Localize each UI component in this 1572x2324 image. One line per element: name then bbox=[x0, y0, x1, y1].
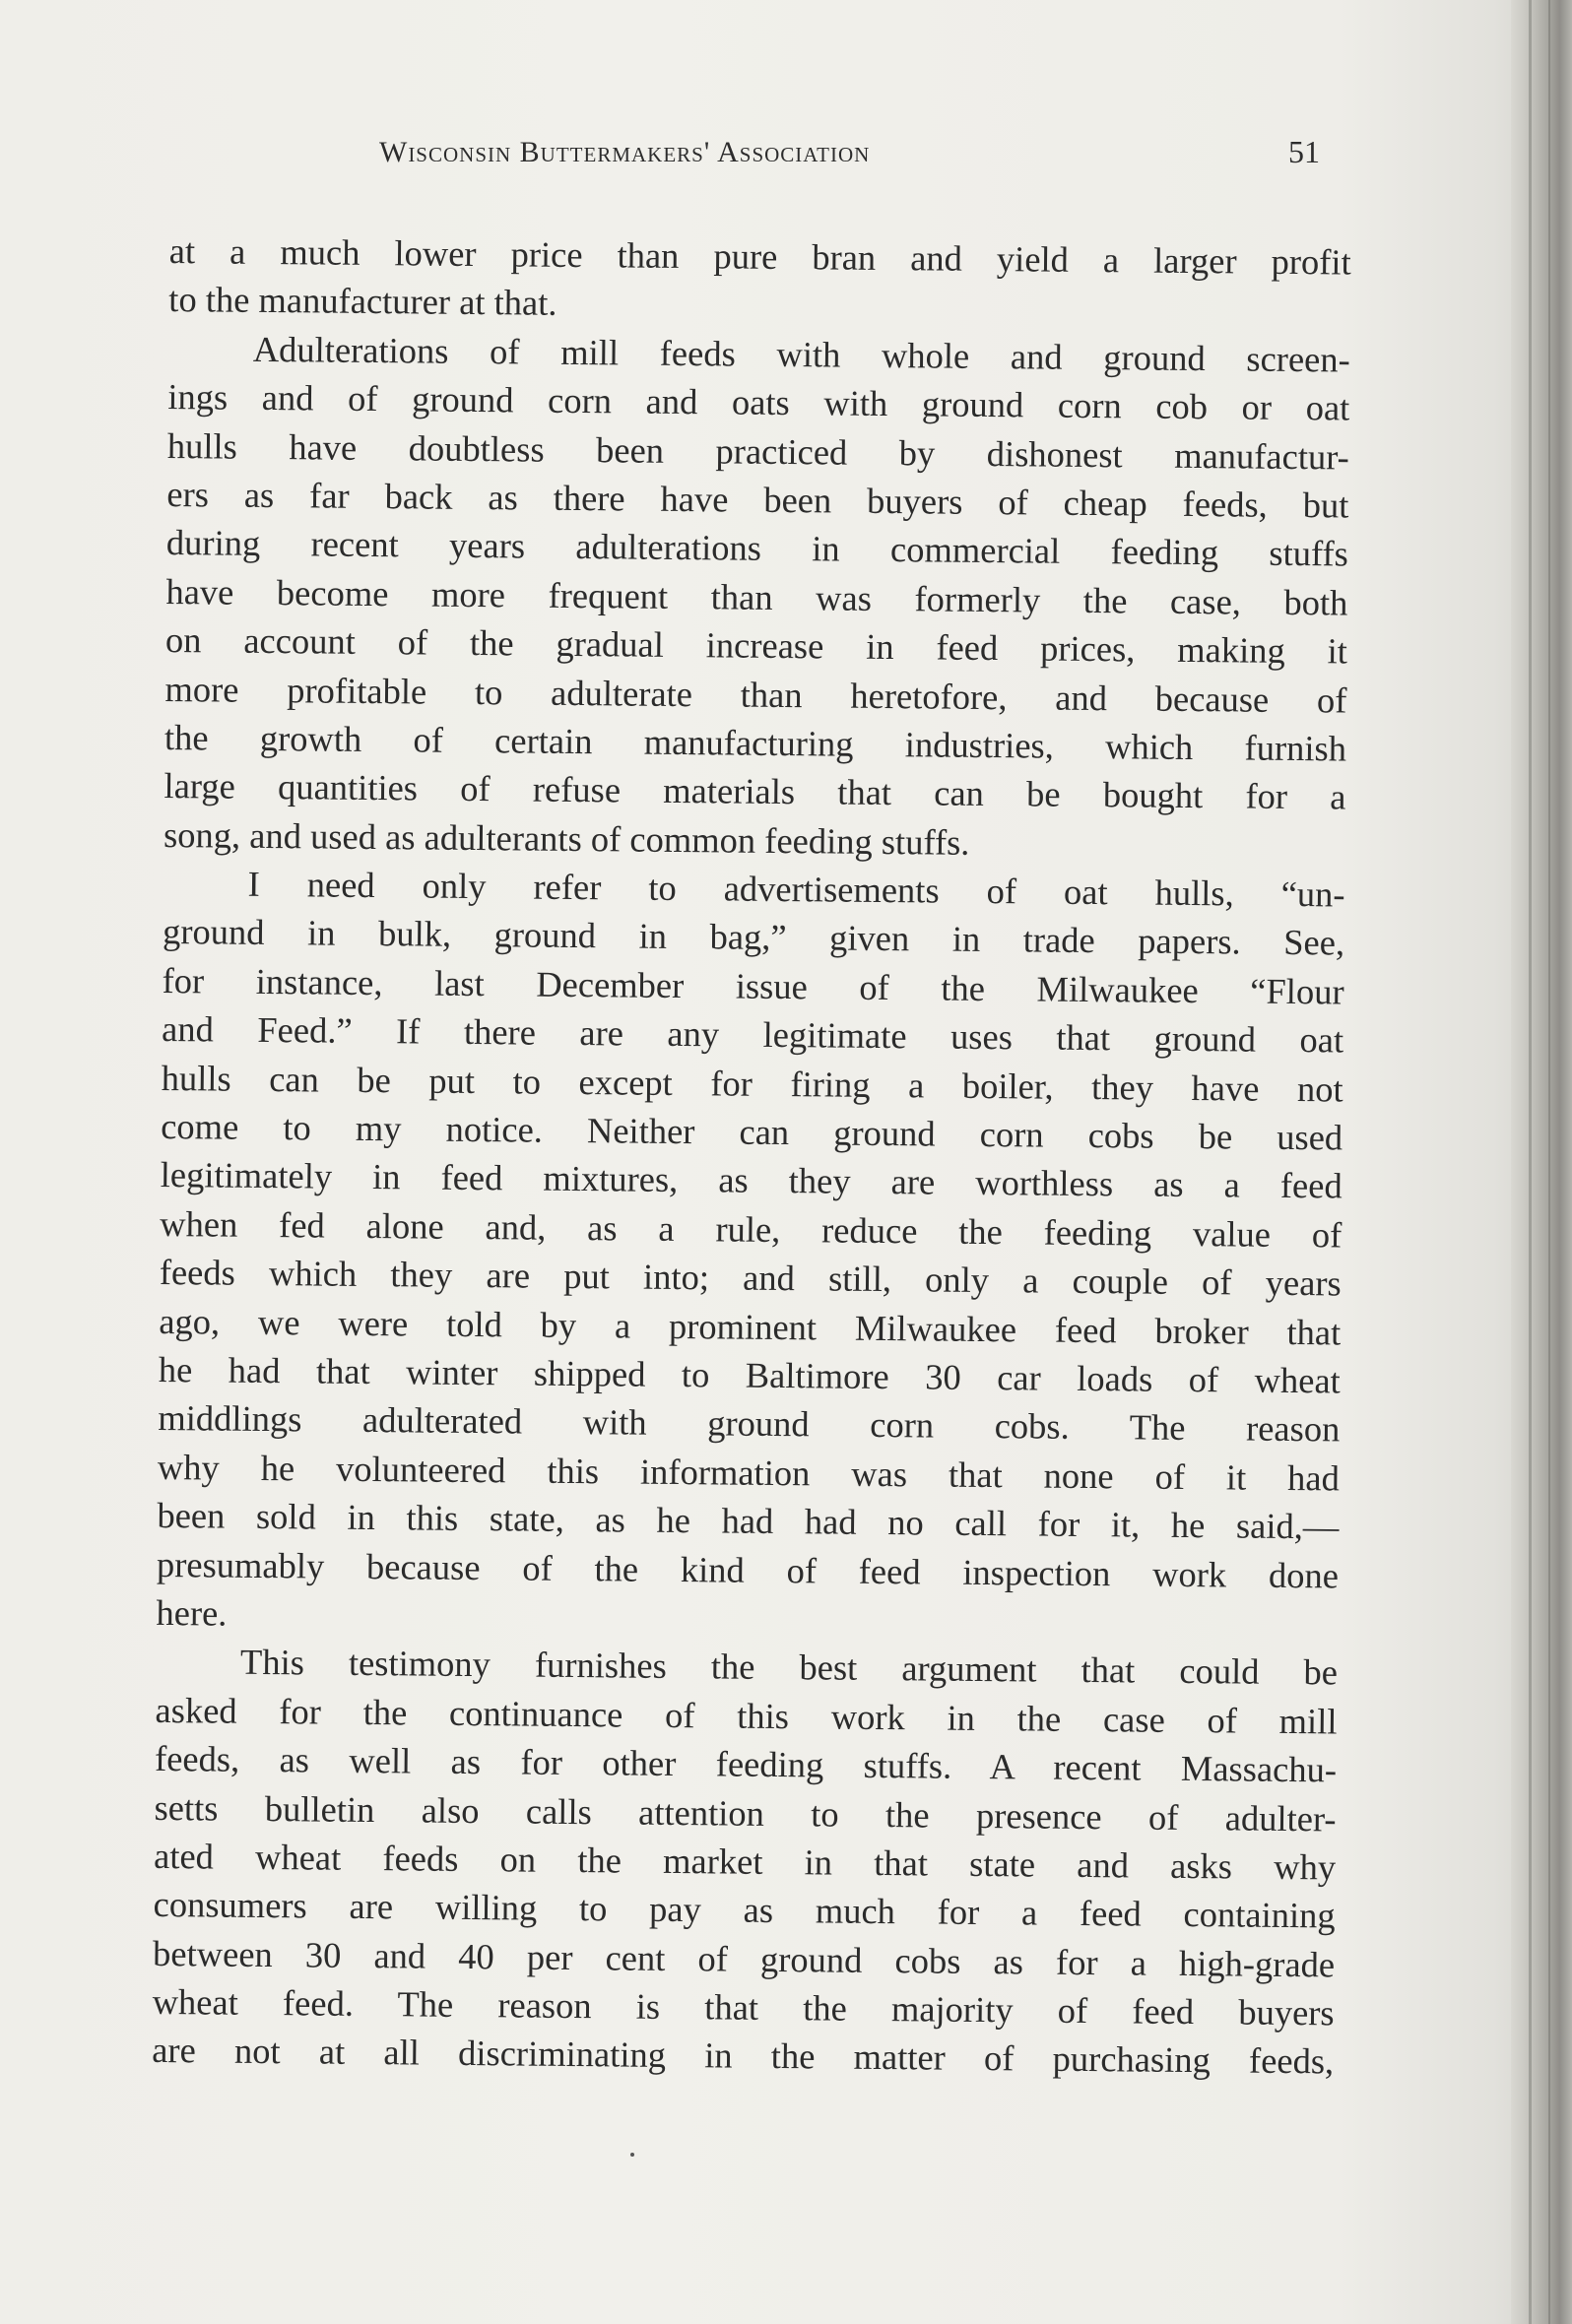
text-line: why he volunteered this information was that none of it had bbox=[157, 1446, 1341, 1499]
text-line: setts bulletin also calls attention to the presence of adulter- bbox=[154, 1786, 1337, 1839]
text-line: ground in bulk, ground in bag,” given in trade papers. See, bbox=[162, 911, 1345, 963]
text-line: wheat feed. The reason is that the majority of feed buyers bbox=[152, 1980, 1335, 2034]
text-line: ers as far back as there have been buyers of cheap feeds, but bbox=[166, 473, 1349, 526]
text-line: on account of the gradual increase in feed prices, making it bbox=[164, 619, 1348, 672]
text-line: large quantities of refuse materials that can be bought for a bbox=[164, 765, 1346, 817]
text-line: have become more frequent than was formerly the case, both bbox=[165, 570, 1348, 623]
text-line: feeds which they are put into; and still, only a couple of years bbox=[159, 1252, 1342, 1304]
text-line: when fed alone and, as a rule, reduce the feeding value of bbox=[160, 1202, 1343, 1256]
text-line: come to my notice. Neither can ground corn cobs be used bbox=[161, 1105, 1343, 1158]
text-line: between 30 and 40 per cent of ground cobs as for a high-grade bbox=[152, 1932, 1336, 1985]
text-line: for instance, last December issue of the Milwaukee “Flour bbox=[162, 959, 1344, 1012]
text-line: song, and used as adulterants of common feeding stuffs. bbox=[163, 813, 970, 863]
book-binding-edge bbox=[1511, 0, 1572, 2324]
text-line: been sold in this state, as he had had no call for it, he said,— bbox=[157, 1495, 1340, 1547]
text-line: and Feed.” If there are any legitimate uses that ground oat bbox=[161, 1008, 1344, 1061]
text-line: the growth of certain manufacturing industries, which furnish bbox=[164, 716, 1347, 769]
text-line: feeds, as well as for other feeding stuffs. A recent Massachu- bbox=[154, 1738, 1338, 1790]
text-line: ago, we were told by a prominent Milwaukee feed broker that bbox=[159, 1300, 1342, 1353]
text-line: middlings adulterated with ground corn cobs. The reason bbox=[158, 1397, 1341, 1450]
text-line: ings and of ground corn and oats with ground corn cob or oat bbox=[167, 376, 1350, 428]
text-line: presumably because of the kind of feed inspection work done bbox=[156, 1543, 1340, 1596]
text-line: legitimately in feed mixtures, as they are worthless as a feed bbox=[160, 1154, 1343, 1206]
text-line: to the manufacturer at that. bbox=[168, 279, 557, 324]
text-line: hulls have doubtless been practiced by dishonest manufactur- bbox=[166, 424, 1350, 478]
text-line: I need only refer to advertisements of oat hulls, “un- bbox=[247, 863, 1345, 915]
running-head: Wisconsin Buttermakers' Association bbox=[379, 136, 871, 168]
text-line: asked for the continuance of this work in the case of mill bbox=[155, 1689, 1338, 1742]
text-line: ated wheat feeds on the market in that state and asks why bbox=[153, 1835, 1337, 1888]
text-line: are not at all discriminating in the matter of purchasing feeds, bbox=[152, 2030, 1335, 2082]
text-line: here. bbox=[156, 1591, 228, 1634]
ink-speck bbox=[630, 2153, 634, 2157]
page-number: 51 bbox=[1288, 134, 1320, 169]
text-line: he had that winter shipped to Baltimore 30 car loads of wheat bbox=[158, 1348, 1342, 1401]
text-line: during recent years adulterations in commercial feeding stuffs bbox=[165, 522, 1349, 574]
text-line: more profitable to adulterate than heretofore, and because of bbox=[164, 668, 1347, 721]
text-line: at a much lower price than pure bran and yield a larger profit bbox=[168, 229, 1351, 283]
body-text bbox=[152, 226, 1351, 2086]
text-line: Adulterations of mill feeds with whole and ground screen- bbox=[252, 328, 1350, 380]
text-line: This testimony furnishes the best argument that could be bbox=[239, 1642, 1339, 1693]
text-line: consumers are willing to pay as much for a feed containing bbox=[153, 1884, 1336, 1936]
text-line: hulls can be put to except for firing a boiler, they have not bbox=[161, 1057, 1343, 1110]
